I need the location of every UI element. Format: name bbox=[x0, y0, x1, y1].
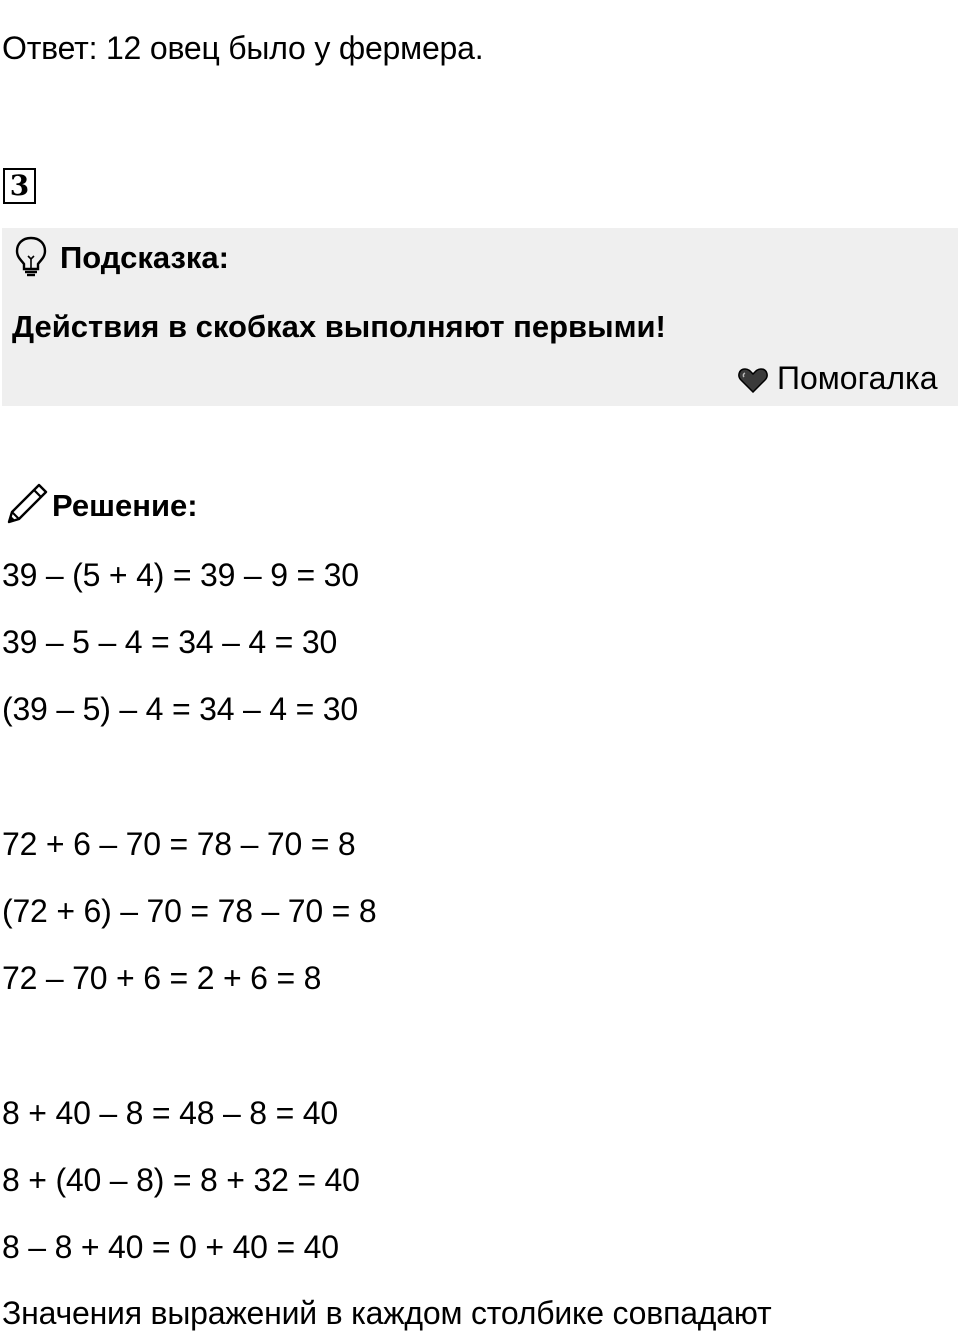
equation-line: 8 – 8 + 40 = 0 + 40 = 40 bbox=[2, 1229, 339, 1265]
hint-text: Действия в скобках выполняют первыми! bbox=[12, 309, 666, 344]
equation-line: 39 – (5 + 4) = 39 – 9 = 30 bbox=[2, 557, 359, 593]
equation-line: 39 – 5 – 4 = 34 – 4 = 30 bbox=[2, 624, 338, 660]
equation-line: 8 + 40 – 8 = 48 – 8 = 40 bbox=[2, 1095, 338, 1131]
equation-line: 72 – 70 + 6 = 2 + 6 = 8 bbox=[2, 960, 322, 996]
conclusion-text: Значения выражений в каждом столбике совпадают bbox=[2, 1295, 772, 1331]
equation-line: (72 + 6) – 70 = 78 – 70 = 8 bbox=[2, 893, 377, 929]
pencil-icon bbox=[5, 482, 49, 526]
answer-text: Ответ: 12 овец было у фермера. bbox=[2, 30, 484, 66]
task-number: 3 bbox=[3, 168, 36, 204]
lightbulb-icon bbox=[14, 236, 48, 278]
heart-icon bbox=[738, 367, 768, 393]
equation-line: 8 + (40 – 8) = 8 + 32 = 40 bbox=[2, 1162, 360, 1198]
hint-title: Подсказка: bbox=[60, 240, 229, 275]
equation-line: (39 – 5) – 4 = 34 – 4 = 30 bbox=[2, 691, 358, 727]
solution-title: Решение: bbox=[52, 488, 198, 523]
brand-name: Помогалка bbox=[777, 360, 938, 396]
equation-line: 72 + 6 – 70 = 78 – 70 = 8 bbox=[2, 826, 356, 862]
